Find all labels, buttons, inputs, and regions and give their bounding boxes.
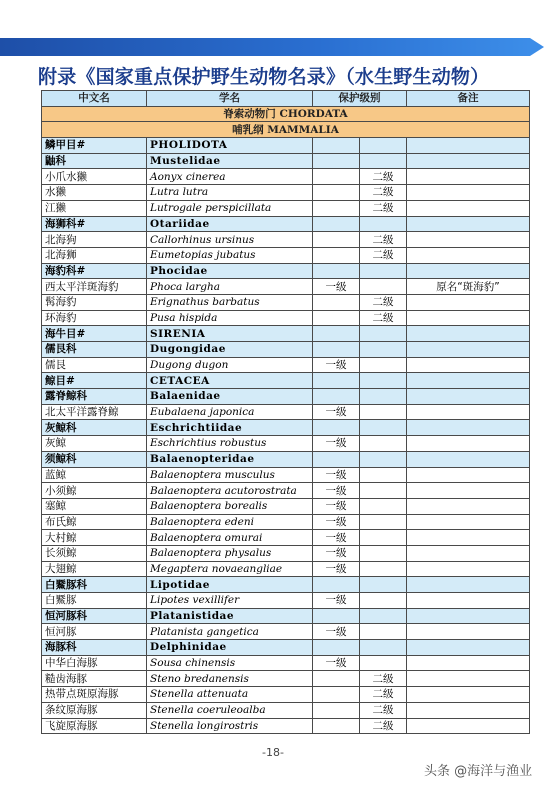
cell-level-2: 二级 bbox=[360, 169, 407, 185]
cell-chinese-name: 鳞甲目# bbox=[42, 138, 147, 154]
species-row bbox=[42, 279, 530, 295]
cell-note bbox=[407, 561, 530, 577]
cell-scientific-name: Stenella coeruleoalba bbox=[147, 702, 313, 718]
cell-scientific-name: Steno bredanensis bbox=[147, 671, 313, 687]
cell-level-2: 二级 bbox=[360, 310, 407, 326]
species-table bbox=[41, 90, 530, 734]
cell-scientific-name: Balaenoptera acutorostrata bbox=[147, 483, 313, 499]
cell-note bbox=[407, 545, 530, 561]
cell-scientific-name: Lipotidae bbox=[147, 577, 313, 593]
cell-chinese-name: 鲸目# bbox=[42, 373, 147, 389]
cell-level-1 bbox=[313, 702, 360, 718]
cell-level-1: 一级 bbox=[313, 279, 360, 295]
cell-level-1 bbox=[313, 185, 360, 201]
taxon-group-row bbox=[42, 420, 530, 436]
taxon-group-row bbox=[42, 373, 530, 389]
cell-note bbox=[407, 436, 530, 452]
cell-chinese-name: 塞鲸 bbox=[42, 498, 147, 514]
cell-level-2: 二级 bbox=[360, 200, 407, 216]
cell-level-1 bbox=[313, 247, 360, 263]
page-title: 附录《国家重点保护野生动物名录》（水生野生动物） bbox=[38, 66, 490, 88]
cell-level-1 bbox=[313, 263, 360, 279]
species-row bbox=[42, 294, 530, 310]
cell-level-2: 二级 bbox=[360, 232, 407, 248]
cell-level-1: 一级 bbox=[313, 483, 360, 499]
cell-chinese-name: 北太平洋露脊鲸 bbox=[42, 404, 147, 420]
species-row bbox=[42, 514, 530, 530]
cell-level-2: 二级 bbox=[360, 294, 407, 310]
cell-chinese-name: 飞旋原海豚 bbox=[42, 718, 147, 734]
cell-scientific-name: Eschrichtius robustus bbox=[147, 436, 313, 452]
species-row bbox=[42, 624, 530, 640]
phylum-row bbox=[42, 106, 530, 122]
cell-note bbox=[407, 373, 530, 389]
cell-scientific-name: Otariidae bbox=[147, 216, 313, 232]
cell-level-1 bbox=[313, 326, 360, 342]
cell-scientific-name: Aonyx cinerea bbox=[147, 169, 313, 185]
taxon-group-row bbox=[42, 451, 530, 467]
cell-scientific-name: CETACEA bbox=[147, 373, 313, 389]
cell-chinese-name: 儒艮 bbox=[42, 357, 147, 373]
species-row bbox=[42, 593, 530, 609]
cell-level-2 bbox=[360, 342, 407, 358]
cell-scientific-name: Delphinidae bbox=[147, 640, 313, 656]
col-header-note: 备注 bbox=[407, 91, 530, 107]
cell-note bbox=[407, 389, 530, 405]
cell-chinese-name: 水獭 bbox=[42, 185, 147, 201]
cell-level-1: 一级 bbox=[313, 655, 360, 671]
cell-chinese-name: 北海狮 bbox=[42, 247, 147, 263]
cell-chinese-name: 糙齿海豚 bbox=[42, 671, 147, 687]
cell-note bbox=[407, 326, 530, 342]
taxon-group-row bbox=[42, 216, 530, 232]
cell-note bbox=[407, 232, 530, 248]
cell-level-1 bbox=[313, 310, 360, 326]
cell-scientific-name: Balaenoptera musculus bbox=[147, 467, 313, 483]
cell-chinese-name: 须鲸科 bbox=[42, 451, 147, 467]
cell-level-1 bbox=[313, 138, 360, 154]
cell-level-2 bbox=[360, 389, 407, 405]
cell-chinese-name: 蓝鲸 bbox=[42, 467, 147, 483]
cell-level-2: 二级 bbox=[360, 671, 407, 687]
cell-note bbox=[407, 138, 530, 154]
taxon-group-row bbox=[42, 342, 530, 358]
cell-scientific-name: Balaenidae bbox=[147, 389, 313, 405]
cell-level-2: 二级 bbox=[360, 718, 407, 734]
species-row bbox=[42, 702, 530, 718]
cell-chinese-name: 灰鲸科 bbox=[42, 420, 147, 436]
cell-level-1 bbox=[313, 169, 360, 185]
cell-chinese-name: 恒河豚科 bbox=[42, 608, 147, 624]
cell-level-1 bbox=[313, 577, 360, 593]
cell-scientific-name: Sousa chinensis bbox=[147, 655, 313, 671]
cell-chinese-name: 灰鲸 bbox=[42, 436, 147, 452]
cell-level-2 bbox=[360, 357, 407, 373]
cell-level-2: 二级 bbox=[360, 185, 407, 201]
cell-level-1 bbox=[313, 640, 360, 656]
cell-level-2 bbox=[360, 373, 407, 389]
cell-level-2 bbox=[360, 593, 407, 609]
cell-level-2: 二级 bbox=[360, 247, 407, 263]
species-row bbox=[42, 436, 530, 452]
cell-level-1: 一级 bbox=[313, 624, 360, 640]
species-row bbox=[42, 718, 530, 734]
cell-scientific-name: Dugongidae bbox=[147, 342, 313, 358]
species-row bbox=[42, 561, 530, 577]
cell-note bbox=[407, 624, 530, 640]
cell-level-2 bbox=[360, 420, 407, 436]
cell-scientific-name: Eubalaena japonica bbox=[147, 404, 313, 420]
header-banner bbox=[0, 38, 530, 56]
cell-scientific-name: Eumetopias jubatus bbox=[147, 247, 313, 263]
cell-scientific-name: Platanistidae bbox=[147, 608, 313, 624]
cell-level-2 bbox=[360, 640, 407, 656]
cell-scientific-name: PHOLIDOTA bbox=[147, 138, 313, 154]
col-header-cn: 中文名 bbox=[42, 91, 147, 107]
cell-level-1 bbox=[313, 373, 360, 389]
cell-level-2 bbox=[360, 153, 407, 169]
cell-scientific-name: Lutra lutra bbox=[147, 185, 313, 201]
class-label: 哺乳纲 MAMMALIA bbox=[42, 122, 530, 138]
cell-scientific-name: Phocidae bbox=[147, 263, 313, 279]
cell-level-2 bbox=[360, 263, 407, 279]
cell-level-2 bbox=[360, 514, 407, 530]
cell-scientific-name: Mustelidae bbox=[147, 153, 313, 169]
taxon-group-row bbox=[42, 138, 530, 154]
taxon-group-row bbox=[42, 640, 530, 656]
cell-chinese-name: 恒河豚 bbox=[42, 624, 147, 640]
cell-level-2 bbox=[360, 451, 407, 467]
cell-chinese-name: 海豹科# bbox=[42, 263, 147, 279]
cell-level-1 bbox=[313, 687, 360, 703]
cell-level-1: 一级 bbox=[313, 545, 360, 561]
cell-note bbox=[407, 357, 530, 373]
cell-level-2 bbox=[360, 483, 407, 499]
cell-level-1 bbox=[313, 608, 360, 624]
cell-scientific-name: Pusa hispida bbox=[147, 310, 313, 326]
taxon-group-row bbox=[42, 326, 530, 342]
cell-level-2 bbox=[360, 530, 407, 546]
cell-note bbox=[407, 593, 530, 609]
cell-chinese-name: 热带点斑原海豚 bbox=[42, 687, 147, 703]
cell-chinese-name: 鼬科 bbox=[42, 153, 147, 169]
species-row bbox=[42, 185, 530, 201]
cell-scientific-name: Callorhinus ursinus bbox=[147, 232, 313, 248]
cell-note bbox=[407, 640, 530, 656]
cell-level-1 bbox=[313, 342, 360, 358]
cell-scientific-name: Phoca largha bbox=[147, 279, 313, 295]
taxon-group-row bbox=[42, 389, 530, 405]
cell-chinese-name: 条纹原海豚 bbox=[42, 702, 147, 718]
cell-level-1 bbox=[313, 153, 360, 169]
cell-scientific-name: Megaptera novaeangliae bbox=[147, 561, 313, 577]
taxon-group-row bbox=[42, 608, 530, 624]
species-row bbox=[42, 357, 530, 373]
cell-scientific-name: Erignathus barbatus bbox=[147, 294, 313, 310]
cell-note bbox=[407, 404, 530, 420]
species-row bbox=[42, 232, 530, 248]
cell-note bbox=[407, 687, 530, 703]
cell-level-1 bbox=[313, 389, 360, 405]
phylum-label: 脊索动物门 CHORDATA bbox=[42, 106, 530, 122]
cell-level-2 bbox=[360, 655, 407, 671]
cell-scientific-name: Stenella longirostris bbox=[147, 718, 313, 734]
cell-note bbox=[407, 577, 530, 593]
cell-note bbox=[407, 294, 530, 310]
cell-note bbox=[407, 200, 530, 216]
cell-note bbox=[407, 342, 530, 358]
cell-note bbox=[407, 702, 530, 718]
cell-note bbox=[407, 420, 530, 436]
cell-level-1: 一级 bbox=[313, 357, 360, 373]
cell-chinese-name: 布氏鲸 bbox=[42, 514, 147, 530]
cell-chinese-name: 大翅鲸 bbox=[42, 561, 147, 577]
species-row bbox=[42, 404, 530, 420]
cell-level-2 bbox=[360, 404, 407, 420]
cell-chinese-name: 海牛目# bbox=[42, 326, 147, 342]
cell-level-2 bbox=[360, 326, 407, 342]
cell-chinese-name: 西太平洋斑海豹 bbox=[42, 279, 147, 295]
cell-chinese-name: 海狮科# bbox=[42, 216, 147, 232]
species-row bbox=[42, 498, 530, 514]
species-row bbox=[42, 671, 530, 687]
cell-chinese-name: 白鱀豚 bbox=[42, 593, 147, 609]
cell-level-2 bbox=[360, 138, 407, 154]
taxon-group-row bbox=[42, 153, 530, 169]
cell-note bbox=[407, 608, 530, 624]
cell-chinese-name: 长须鲸 bbox=[42, 545, 147, 561]
cell-note bbox=[407, 263, 530, 279]
cell-level-2 bbox=[360, 498, 407, 514]
cell-chinese-name: 江獭 bbox=[42, 200, 147, 216]
cell-level-2 bbox=[360, 624, 407, 640]
cell-note bbox=[407, 498, 530, 514]
cell-chinese-name: 北海狗 bbox=[42, 232, 147, 248]
class-row bbox=[42, 122, 530, 138]
page-number: -18- bbox=[262, 746, 284, 759]
species-row bbox=[42, 483, 530, 499]
cell-level-1 bbox=[313, 216, 360, 232]
cell-scientific-name: Balaenoptera omurai bbox=[147, 530, 313, 546]
cell-note bbox=[407, 671, 530, 687]
cell-note bbox=[407, 216, 530, 232]
cell-level-1: 一级 bbox=[313, 467, 360, 483]
cell-level-1 bbox=[313, 232, 360, 248]
cell-scientific-name: Balaenoptera physalus bbox=[147, 545, 313, 561]
cell-note bbox=[407, 718, 530, 734]
cell-level-1 bbox=[313, 420, 360, 436]
cell-level-1: 一级 bbox=[313, 498, 360, 514]
cell-scientific-name: Balaenopteridae bbox=[147, 451, 313, 467]
cell-note bbox=[407, 153, 530, 169]
cell-level-1 bbox=[313, 451, 360, 467]
cell-level-1: 一级 bbox=[313, 514, 360, 530]
cell-level-1: 一级 bbox=[313, 593, 360, 609]
cell-note bbox=[407, 185, 530, 201]
cell-level-1 bbox=[313, 294, 360, 310]
cell-level-2 bbox=[360, 279, 407, 295]
cell-note bbox=[407, 451, 530, 467]
cell-note bbox=[407, 310, 530, 326]
cell-level-1 bbox=[313, 671, 360, 687]
species-row bbox=[42, 687, 530, 703]
cell-chinese-name: 海豚科 bbox=[42, 640, 147, 656]
cell-scientific-name: Lutrogale perspicillata bbox=[147, 200, 313, 216]
cell-level-2: 二级 bbox=[360, 702, 407, 718]
cell-note bbox=[407, 169, 530, 185]
col-header-sci: 学名 bbox=[147, 91, 313, 107]
cell-chinese-name: 露脊鲸科 bbox=[42, 389, 147, 405]
species-row bbox=[42, 169, 530, 185]
col-header-level: 保护级别 bbox=[313, 91, 407, 107]
cell-scientific-name: Dugong dugon bbox=[147, 357, 313, 373]
cell-scientific-name: Lipotes vexillifer bbox=[147, 593, 313, 609]
cell-level-1 bbox=[313, 200, 360, 216]
cell-scientific-name: Eschrichtiidae bbox=[147, 420, 313, 436]
cell-level-1: 一级 bbox=[313, 561, 360, 577]
cell-level-2 bbox=[360, 577, 407, 593]
cell-chinese-name: 大村鲸 bbox=[42, 530, 147, 546]
species-row bbox=[42, 655, 530, 671]
taxon-group-row bbox=[42, 263, 530, 279]
cell-chinese-name: 髯海豹 bbox=[42, 294, 147, 310]
cell-level-2 bbox=[360, 545, 407, 561]
cell-level-2 bbox=[360, 436, 407, 452]
cell-note bbox=[407, 247, 530, 263]
cell-level-2: 二级 bbox=[360, 687, 407, 703]
cell-note bbox=[407, 655, 530, 671]
species-row bbox=[42, 200, 530, 216]
species-row bbox=[42, 247, 530, 263]
cell-chinese-name: 小须鲸 bbox=[42, 483, 147, 499]
cell-level-1: 一级 bbox=[313, 530, 360, 546]
cell-note: 原名“斑海豹” bbox=[407, 279, 530, 295]
cell-level-2 bbox=[360, 216, 407, 232]
cell-level-1 bbox=[313, 718, 360, 734]
taxon-group-row bbox=[42, 577, 530, 593]
cell-scientific-name: SIRENIA bbox=[147, 326, 313, 342]
cell-scientific-name: Platanista gangetica bbox=[147, 624, 313, 640]
cell-scientific-name: Balaenoptera edeni bbox=[147, 514, 313, 530]
cell-chinese-name: 小爪水獭 bbox=[42, 169, 147, 185]
cell-level-2 bbox=[360, 608, 407, 624]
cell-scientific-name: Balaenoptera borealis bbox=[147, 498, 313, 514]
table-header-row bbox=[42, 91, 530, 107]
cell-level-1: 一级 bbox=[313, 404, 360, 420]
cell-note bbox=[407, 530, 530, 546]
watermark: 头条 @海洋与渔业 bbox=[424, 764, 533, 779]
cell-level-2 bbox=[360, 561, 407, 577]
cell-level-1: 一级 bbox=[313, 436, 360, 452]
species-row bbox=[42, 467, 530, 483]
cell-chinese-name: 环海豹 bbox=[42, 310, 147, 326]
species-row bbox=[42, 545, 530, 561]
cell-chinese-name: 儒艮科 bbox=[42, 342, 147, 358]
cell-level-2 bbox=[360, 467, 407, 483]
cell-note bbox=[407, 514, 530, 530]
cell-note bbox=[407, 467, 530, 483]
cell-chinese-name: 中华白海豚 bbox=[42, 655, 147, 671]
species-row bbox=[42, 310, 530, 326]
cell-chinese-name: 白鱀豚科 bbox=[42, 577, 147, 593]
species-row bbox=[42, 530, 530, 546]
cell-scientific-name: Stenella attenuata bbox=[147, 687, 313, 703]
cell-note bbox=[407, 483, 530, 499]
